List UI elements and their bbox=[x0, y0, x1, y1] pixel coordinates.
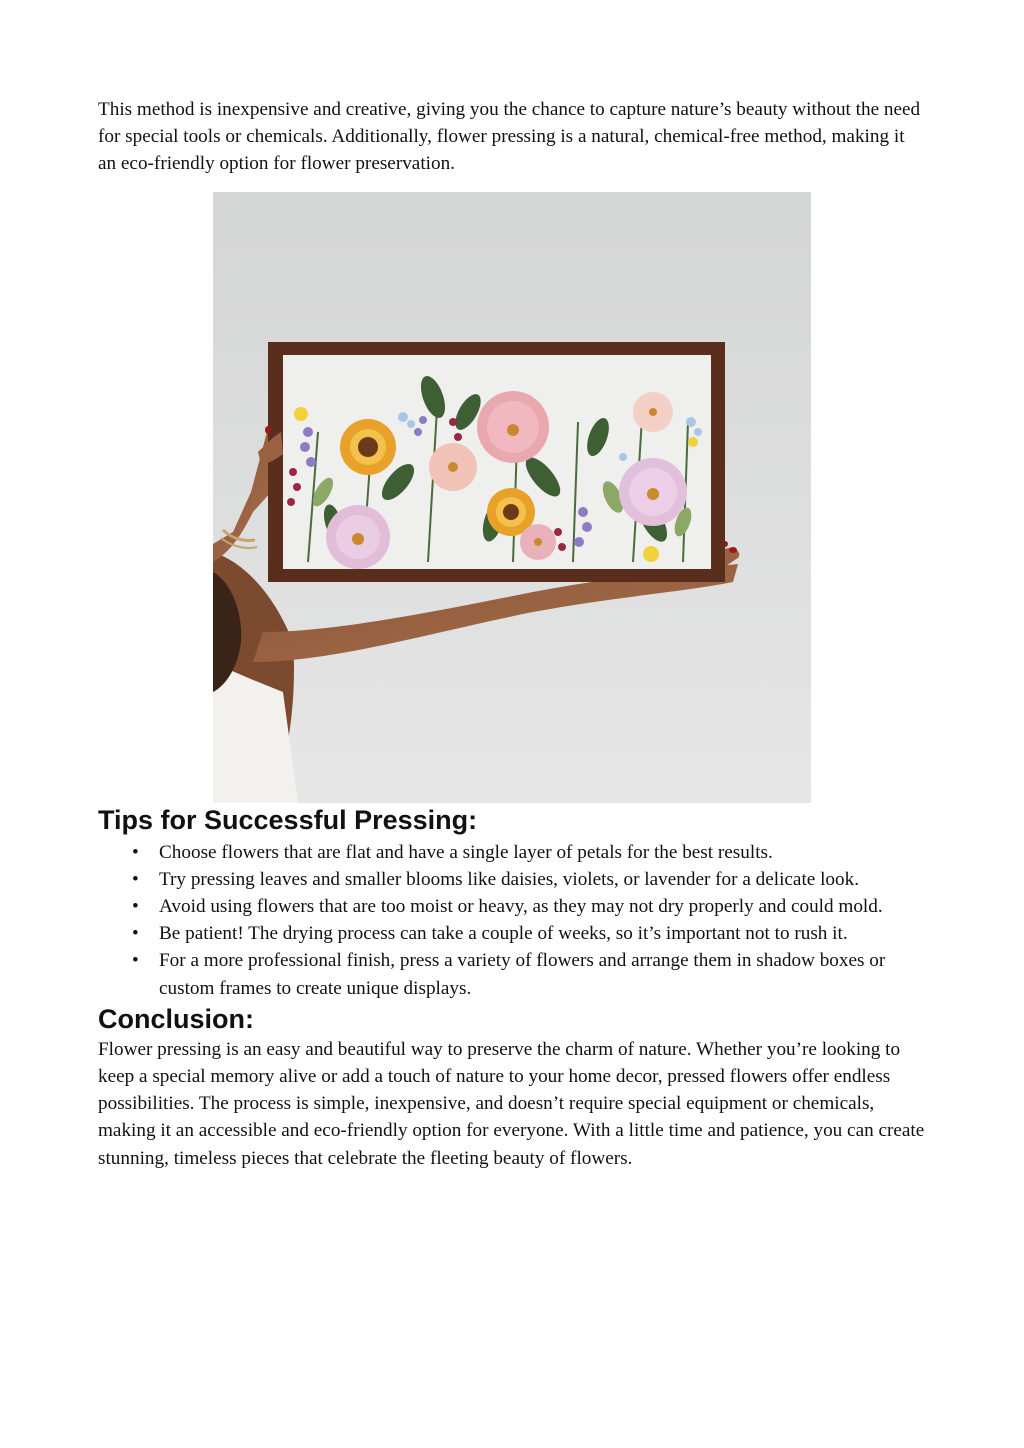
bullet: • bbox=[132, 868, 139, 890]
list-item bbox=[98, 839, 926, 866]
intro-paragraph: This method is inexpensive and creative, giving you the chance to capture nature’s beauty without the need for special tools or chemicals. Additionally, flower pressing is a natural, chemical-free method, making it an eco-friendly option for flower preservation. bbox=[98, 99, 921, 175]
bullet: • bbox=[132, 923, 139, 945]
list-item bbox=[98, 893, 926, 920]
document-page bbox=[98, 96, 926, 1172]
figure-container bbox=[98, 192, 926, 803]
list-item-text: Be patient! The drying process can take a couple of weeks, so it’s important not to rush it. bbox=[159, 923, 848, 945]
list-item bbox=[98, 947, 926, 1001]
bullet: • bbox=[132, 950, 139, 972]
list-item bbox=[98, 920, 926, 947]
list-item-text: For a more professional finish, press a variety of flowers and arrange them in shadow boxes or custom frames to create unique displays. bbox=[159, 950, 886, 999]
tips-heading: Tips for Successful Pressing: bbox=[98, 804, 478, 835]
bullet: • bbox=[132, 896, 139, 918]
list-item-text: Avoid using flowers that are too moist or heavy, as they may not dry properly and could mold. bbox=[159, 896, 883, 918]
conclusion-heading: Conclusion: bbox=[98, 1003, 254, 1034]
tips-list bbox=[98, 839, 926, 1002]
conclusion-paragraph: Flower pressing is an easy and beautiful way to preserve the charm of nature. Whether you’re looking to keep a special memory alive or add a touch of nature to your home decor, pressed flowers offer endless possibilities. The process is simple, inexpensive, and doesn’t require special equipment or chemicals, making it an accessible and eco-friendly option for everyone. With a little time and patience, you can create stunning, timeless pieces that celebrate the fleeting beauty of flowers. bbox=[98, 1038, 925, 1169]
bullet: • bbox=[132, 841, 139, 863]
list-item-text: Try pressing leaves and smaller blooms like daisies, violets, or lavender for a delicate look. bbox=[159, 868, 859, 890]
pressed-flowers-frame-photo bbox=[213, 192, 811, 803]
list-item bbox=[98, 866, 926, 893]
list-item-text: Choose flowers that are flat and have a single layer of petals for the best results. bbox=[159, 841, 773, 863]
